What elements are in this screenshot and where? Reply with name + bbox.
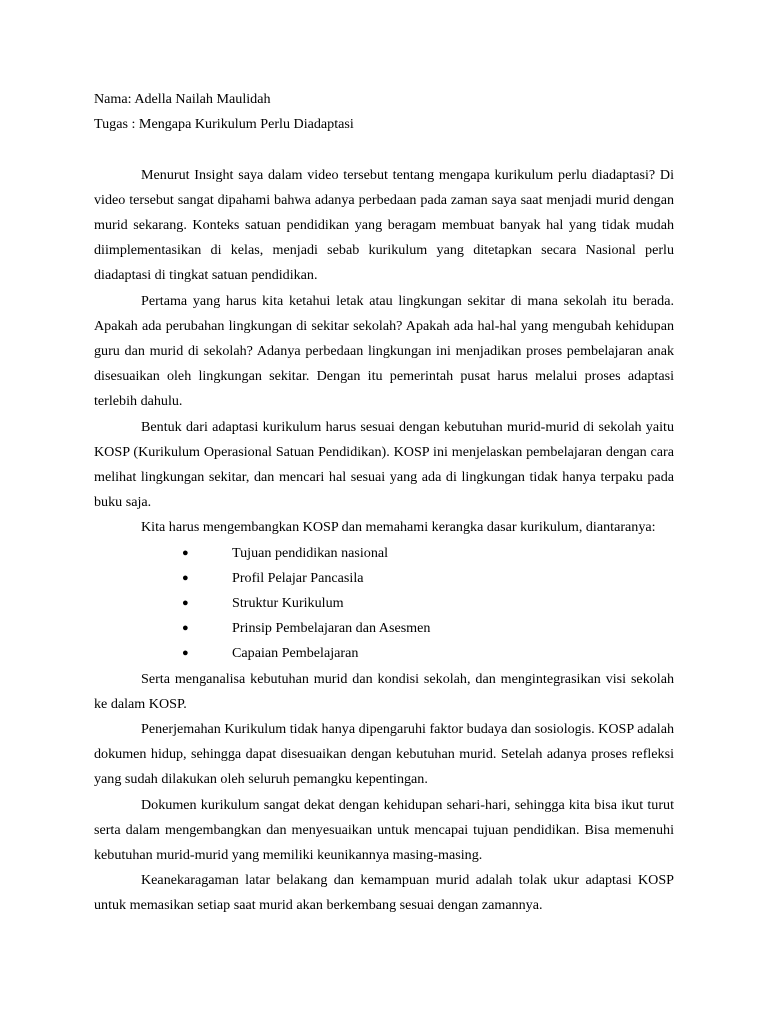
list-item-text: Prinsip Pembelajaran dan Asesmen <box>232 620 431 637</box>
list-item-text: Profil Pelajar Pancasila <box>232 569 364 586</box>
list-item <box>94 591 674 616</box>
list-item-text: Tujuan pendidikan nasional <box>232 544 389 561</box>
list-item-text: Struktur Kurikulum <box>232 595 344 612</box>
paragraph-environment: Pertama yang harus kita ketahui letak atau lingkungan sekitar di mana sekolah itu berada. Apakah ada perubahan lingkungan di sekitar sekolah? Apakah ada hal-hal yang mengubah kehidupan guru dan murid di sekolah? Adanya perbedaan lingkungan ini menjadikan proses pembelajaran anak disesuaikan oleh lingkungan sekitar. Dengan itu pemerintah pusat harus melalui proses adaptasi terlebih dahulu. <box>94 292 674 410</box>
bullet-icon: ● <box>182 622 189 635</box>
paragraph-intro: Menurut Insight saya dalam video tersebut tentang mengapa kurikulum perlu diadaptasi? Di video tersebut sangat dipahami bahwa adanya perbedaan pada zaman saya saat menjadi murid dengan murid sekarang. Konteks satuan pendidikan yang beragam membuat banyak hal yang tidak mudah diimplementasikan di kelas, menjadi sebab kurikulum yang ditetapkan secara Nasional perlu diadaptasi di tingkat satuan pendidikan. <box>94 166 674 284</box>
paragraph-document: Dokumen kurikulum sangat dekat dengan kehidupan sehari-hari, sehingga kita bisa ikut turut serta dalam mengembangkan dan menyesuaikan untuk mencapai tujuan pendidikan. Bisa memenuhi kebutuhan murid-murid yang memiliki keunikannya masing-masing. <box>94 796 674 863</box>
list-item <box>94 641 674 666</box>
list-item <box>94 541 674 566</box>
paragraph-diversity: Keanekaragaman latar belakang dan kemampuan murid adalah tolak ukur adaptasi KOSP untuk memasikan setiap saat murid akan berkembang sesuai dengan zamannya. <box>94 872 674 914</box>
paragraph-translation: Penerjemahan Kurikulum tidak hanya dipengaruhi faktor budaya dan sosiologis. KOSP adalah dokumen hidup, sehingga dapat disesuaikan dengan kebutuhan murid. Setelah adanya proses refleksi yang sudah dilakukan oleh seluruh pemangku kepentingan. <box>94 720 674 788</box>
document-body <box>94 87 674 919</box>
bullet-icon: ● <box>182 647 189 660</box>
bullet-icon: ● <box>182 571 189 584</box>
paragraph-analysis: Serta menganalisa kebutuhan murid dan kondisi sekolah, dan mengintegrasikan visi sekolah ke dalam KOSP. <box>94 670 674 712</box>
student-name-line: Nama: Adella Nailah Maulidah <box>94 91 271 107</box>
framework-list <box>94 541 674 667</box>
blank-line <box>94 137 674 162</box>
bullet-icon: ● <box>182 546 189 559</box>
bullet-icon: ● <box>182 597 189 610</box>
paragraph-kosp-form: Bentuk dari adaptasi kurikulum harus sesuai dengan kebutuhan murid-murid di sekolah yaitu KOSP (Kurikulum Operasional Satuan Pendidikan). KOSP ini menjelaskan pembelajaran dengan cara melihat lingkungan sekitar, dan mencari hal sesuai yang ada di lingkungan tidak hanya terpaku pada buku saja. <box>94 418 674 511</box>
list-item <box>94 616 674 641</box>
list-item <box>94 566 674 591</box>
list-item-text: Capaian Pembelajaran <box>232 645 359 662</box>
assignment-title-line: Tugas : Mengapa Kurikulum Perlu Diadaptasi <box>94 116 354 133</box>
paragraph-framework-intro: Kita harus mengembangkan KOSP dan memahami kerangka dasar kurikulum, diantaranya: <box>141 519 656 536</box>
